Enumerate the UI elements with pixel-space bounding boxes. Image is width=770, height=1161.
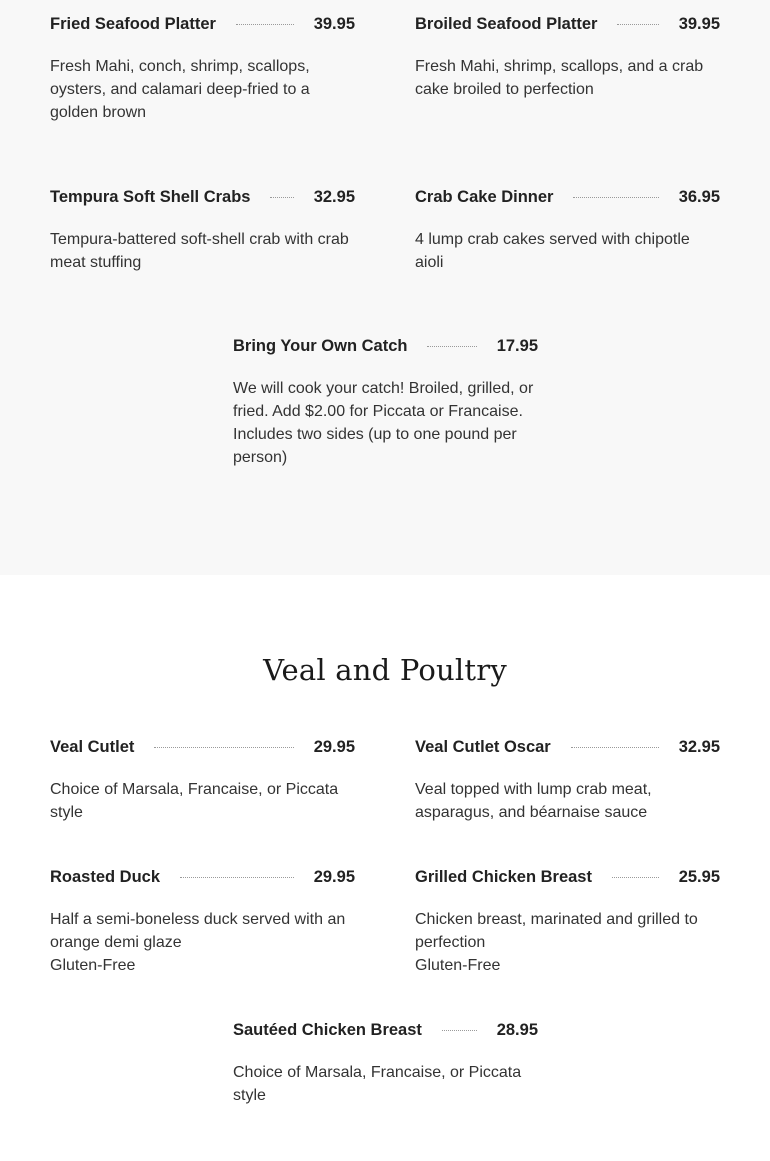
menu-item-header (50, 735, 355, 759)
menu-item-description: We will cook your catch! Broiled, grilled, or fried. Add $2.00 for Piccata or Francaise. Includes two sides (up to one pound per person) (233, 380, 534, 466)
menu-item-roasted-duck (50, 865, 355, 977)
menu-item-price: 39.95 (313, 14, 355, 33)
menu-item-header (415, 12, 720, 36)
menu-item-name: Sautéed Chicken Breast (233, 1020, 422, 1039)
menu-item-price: 29.95 (313, 737, 355, 756)
seafood-section (0, 0, 770, 575)
menu-item-grilled-chicken-breast (415, 865, 720, 977)
menu-item-description: Veal topped with lump crab meat, asparagus, and béarnaise sauce (415, 781, 652, 821)
dotted-leader (612, 877, 659, 878)
menu-item-description: Fresh Mahi, conch, shrimp, scallops, oysters, and calamari deep-fried to a golden brown (50, 58, 310, 121)
menu-item-name: Broiled Seafood Platter (415, 14, 598, 33)
menu-item-price: 39.95 (678, 14, 720, 33)
menu-item-name: Tempura Soft Shell Crabs (50, 187, 251, 206)
dotted-leader (236, 24, 294, 25)
menu-item-crab-cake-dinner (415, 185, 720, 274)
menu-item-name: Bring Your Own Catch (233, 336, 408, 355)
dotted-leader (442, 1030, 477, 1031)
menu-item-description: Fresh Mahi, shrimp, scallops, and a crab cake broiled to perfection (415, 58, 704, 98)
menu-item-tempura-soft-shell-crabs (50, 185, 355, 274)
menu-item-description: Tempura-battered soft-shell crab with crab meat stuffing (50, 231, 349, 271)
menu-item-sauteed-chicken-breast (233, 1018, 538, 1107)
menu-item-price: 25.95 (678, 867, 720, 886)
menu-item-price: 32.95 (313, 187, 355, 206)
menu-item-veal-cutlet (50, 735, 355, 824)
menu-item-price: 29.95 (313, 867, 355, 886)
menu-item-name: Veal Cutlet (50, 737, 135, 756)
dotted-leader (571, 747, 659, 748)
dotted-leader (180, 877, 294, 878)
menu-item-veal-cutlet-oscar (415, 735, 720, 824)
menu-item-broiled-seafood-platter (415, 12, 720, 101)
menu-item-name: Veal Cutlet Oscar (415, 737, 551, 756)
menu-item-description: Choice of Marsala, Francaise, or Piccata style (233, 1064, 522, 1104)
dotted-leader (270, 197, 293, 198)
menu-item-header (415, 865, 720, 889)
menu-item-price: 36.95 (678, 187, 720, 206)
menu-item-bring-your-own-catch (233, 334, 538, 469)
dotted-leader (617, 24, 658, 25)
menu-item-price: 28.95 (496, 1020, 538, 1039)
menu-item-description: Half a semi-boneless duck served with an orange demi glaze Gluten-Free (50, 911, 346, 974)
menu-item-header (415, 735, 720, 759)
menu-item-name: Roasted Duck (50, 867, 161, 886)
menu-item-description: Chicken breast, marinated and grilled to perfection Gluten-Free (415, 911, 698, 974)
menu-item-name: Grilled Chicken Breast (415, 867, 592, 886)
menu-item-header (233, 1018, 538, 1042)
veal-poultry-section (0, 575, 770, 1161)
section-title: Veal and Poultry (263, 653, 507, 687)
menu-item-name: Fried Seafood Platter (50, 14, 216, 33)
menu-item-fried-seafood-platter (50, 12, 355, 124)
menu-item-header (50, 12, 355, 36)
menu-item-header (50, 865, 355, 889)
menu-item-header (233, 334, 538, 358)
menu-item-header (415, 185, 720, 209)
dotted-leader (154, 747, 293, 748)
menu-item-description: 4 lump crab cakes served with chipotle aioli (415, 231, 690, 271)
menu-item-name: Crab Cake Dinner (415, 187, 554, 206)
dotted-leader (573, 197, 658, 198)
menu-item-price: 32.95 (678, 737, 720, 756)
dotted-leader (427, 346, 476, 347)
menu-item-price: 17.95 (496, 336, 538, 355)
menu-item-description: Choice of Marsala, Francaise, or Piccata style (50, 781, 339, 821)
menu-item-header (50, 185, 355, 209)
